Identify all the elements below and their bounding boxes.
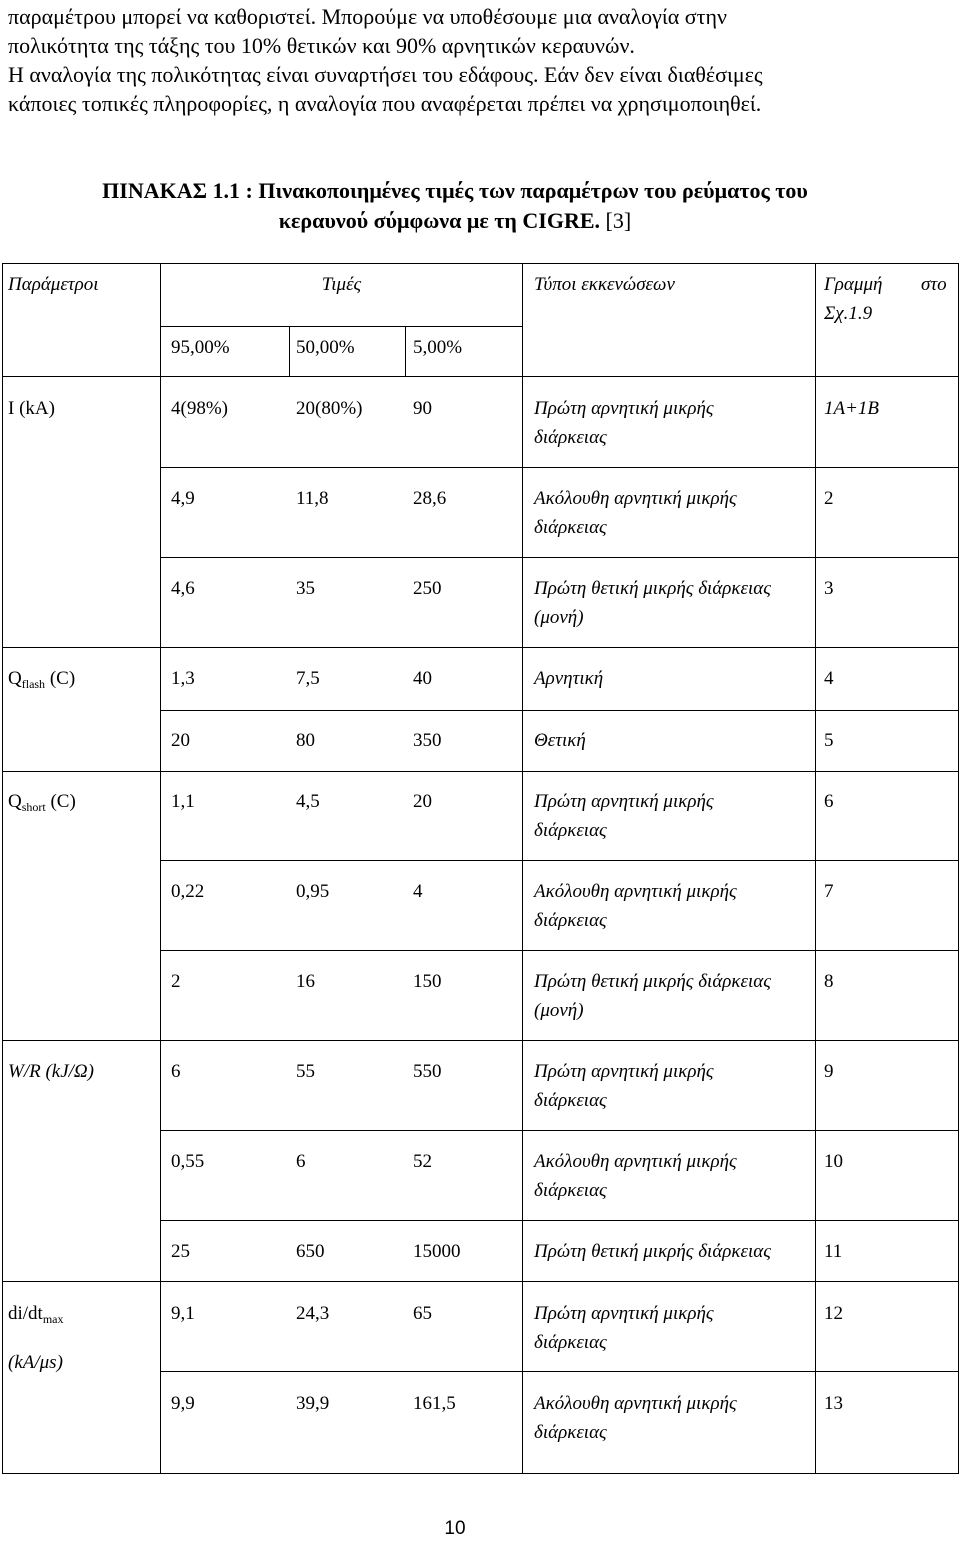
row-7-value-95: 2: [171, 971, 181, 992]
row-11-value-5: 65: [413, 1303, 432, 1324]
row-4-value-50: 80: [296, 730, 315, 751]
group-line-1: [2, 647, 959, 648]
param-didt-sub: max: [42, 1312, 64, 1326]
table-border-top: [2, 263, 959, 264]
col-sep-param: [160, 263, 161, 1474]
param-q-flash: [8, 664, 75, 695]
row-2-value-5: 250: [413, 578, 442, 599]
row-6-value-95: 0,22: [171, 881, 205, 902]
row-12-value-50: 39,9: [296, 1393, 330, 1414]
row-11-type-line-2: διάρκειας: [534, 1332, 607, 1353]
header-param: Παράμετροι: [8, 274, 99, 295]
table-border-bottom: [2, 1473, 959, 1474]
header-line-b: στο: [921, 274, 947, 295]
header-types: Τύποι εκκενώσεων: [534, 274, 675, 295]
row-12-value-5: 161,5: [413, 1393, 456, 1414]
row-6-figure-line: 7: [824, 881, 834, 902]
row-4-value-5: 350: [413, 730, 442, 751]
row-line-7: [160, 1220, 959, 1221]
param-didt-unit: (kA/μs): [8, 1352, 63, 1373]
row-1-type-line-2: διάρκειας: [534, 517, 607, 538]
row-line-3: [160, 710, 959, 711]
header-bottom-line: [2, 376, 959, 377]
row-7-type-line-1: Πρώτη θετική μικρής διάρκειας: [534, 971, 771, 992]
row-8-figure-line: 9: [824, 1061, 834, 1082]
row-6-value-50: 0,95: [296, 881, 330, 902]
caption-bold-text: κεραυνού σύμφωνα με τη CIGRE.: [278, 208, 601, 233]
header-sub-line: [160, 326, 523, 327]
row-2-type-line-2: (μονή): [534, 607, 584, 628]
col-sep-v1-v2: [289, 326, 290, 376]
intro-paragraph-2: [8, 60, 763, 118]
row-8-discharge-type: [534, 1057, 714, 1115]
row-10-value-95: 25: [171, 1241, 190, 1262]
row-5-type-line-1: Πρώτη αρνητική μικρής: [534, 791, 714, 812]
row-2-value-50: 35: [296, 578, 315, 599]
page-number: 10: [444, 1518, 466, 1539]
param-q-short-sub: short: [21, 800, 46, 814]
header-line-c: Σχ.1.9: [824, 303, 873, 324]
param-q-short-unit: (C): [45, 791, 76, 812]
table-caption-line-1: ΠΙΝΑΚΑΣ 1.1 : Πινακοποιημένες τιμές των παραμέτρων του ρεύματος του: [102, 178, 808, 203]
row-10-type-line-1: Πρώτη θετική μικρής διάρκειας: [534, 1241, 771, 1262]
row-line-5: [160, 950, 959, 951]
row-12-type-line-1: Ακόλουθη αρνητική μικρής: [534, 1393, 737, 1414]
group-line-4: [2, 1281, 959, 1282]
row-10-value-5: 15000: [413, 1241, 461, 1262]
param-current-label: I (kA): [8, 398, 55, 419]
row-5-figure-line: 6: [824, 791, 834, 812]
table-border-right: [958, 263, 959, 1474]
row-6-type-line-2: διάρκειας: [534, 910, 607, 931]
row-0-figure-line: 1A+1B: [824, 398, 880, 419]
row-9-type-line-2: διάρκειας: [534, 1180, 607, 1201]
row-10-value-50: 650: [296, 1241, 325, 1262]
row-2-value-95: 4,6: [171, 578, 195, 599]
row-6-value-5: 4: [413, 881, 423, 902]
group-line-3: [2, 1040, 959, 1041]
row-12-value-95: 9,9: [171, 1393, 195, 1414]
row-0-value-95: 4(98%): [171, 398, 228, 419]
row-3-value-95: 1,3: [171, 668, 195, 689]
intro-p1-line-1: παραμέτρου μπορεί να καθοριστεί. Μπορούμε να υποθέσουμε μια αναλογία στην: [8, 4, 727, 29]
row-5-value-95: 1,1: [171, 791, 195, 812]
row-2-discharge-type: [534, 574, 771, 632]
row-3-figure-line: 4: [824, 668, 834, 689]
row-0-type-line-2: διάρκειας: [534, 427, 607, 448]
col-sep-values: [522, 263, 523, 1474]
row-6-type-line-1: Ακόλουθη αρνητική μικρής: [534, 881, 737, 902]
row-11-figure-line: 12: [824, 1303, 843, 1324]
row-4-type-line-1: Θετική: [534, 730, 586, 751]
header-values: Τιμές: [321, 274, 362, 295]
param-wr: [8, 1057, 94, 1086]
row-5-value-50: 4,5: [296, 791, 320, 812]
row-line-1: [160, 467, 959, 468]
row-7-figure-line: 8: [824, 971, 834, 992]
row-11-type-line-1: Πρώτη αρνητική μικρής: [534, 1303, 714, 1324]
row-11-value-95: 9,1: [171, 1303, 195, 1324]
row-0-value-5: 90: [413, 398, 432, 419]
row-3-type-line-1: Αρνητική: [534, 668, 604, 689]
row-1-discharge-type: [534, 484, 737, 542]
row-1-value-95: 4,9: [171, 488, 195, 509]
row-9-value-5: 52: [413, 1151, 432, 1172]
header-percent-5: 5,00%: [413, 337, 463, 358]
row-5-value-5: 20: [413, 791, 432, 812]
param-q-flash-sub: flash: [21, 677, 46, 691]
col-sep-types: [815, 263, 816, 1474]
row-7-value-50: 16: [296, 971, 315, 992]
param-q-short: [8, 787, 76, 818]
row-10-figure-line: 11: [824, 1241, 843, 1262]
row-12-figure-line: 13: [824, 1393, 843, 1414]
row-11-value-50: 24,3: [296, 1303, 330, 1324]
row-8-value-5: 550: [413, 1061, 442, 1082]
row-8-type-line-1: Πρώτη αρνητική μικρής: [534, 1061, 714, 1082]
param-wr-label: W/R (kJ/Ω): [8, 1061, 95, 1082]
row-1-value-5: 28,6: [413, 488, 447, 509]
row-6-discharge-type: [534, 877, 737, 935]
row-0-value-50: 20(80%): [296, 398, 363, 419]
row-3-value-50: 7,5: [296, 668, 320, 689]
row-4-value-95: 20: [171, 730, 190, 751]
param-q-flash-unit: (C): [45, 668, 76, 689]
table-caption-line-2: [0, 206, 910, 236]
row-7-value-5: 150: [413, 971, 442, 992]
header-line-a: Γραμμή: [824, 274, 883, 295]
row-8-type-line-2: διάρκειας: [534, 1090, 607, 1111]
row-line-6: [160, 1130, 959, 1131]
row-line-2: [160, 557, 959, 558]
intro-p1-line-2: πολικότητα της τάξης του 10% θετικών και 90% αρνητικών κεραυνών.: [8, 33, 635, 58]
row-12-type-line-2: διάρκειας: [534, 1422, 607, 1443]
row-9-type-line-1: Ακόλουθη αρνητική μικρής: [534, 1151, 737, 1172]
row-9-value-50: 6: [296, 1151, 306, 1172]
row-1-value-50: 11,8: [296, 488, 329, 509]
row-line-4: [160, 860, 959, 861]
row-0-discharge-type: [534, 394, 714, 452]
group-line-2: [2, 771, 959, 772]
param-q-short-symbol: Q: [8, 791, 22, 812]
row-7-discharge-type: [534, 967, 771, 1025]
row-9-discharge-type: [534, 1147, 737, 1205]
row-9-value-95: 0,55: [171, 1151, 205, 1172]
row-3-discharge-type: [534, 664, 603, 693]
row-12-discharge-type: [534, 1389, 737, 1447]
intro-p2-line-1: Η αναλογία της πολικότητας είναι συναρτήσει του εδάφους. Εάν δεν είναι διαθέσιμες: [8, 62, 763, 87]
row-1-figure-line: 2: [824, 488, 834, 509]
row-10-discharge-type: [534, 1237, 771, 1266]
param-q-flash-symbol: Q: [8, 668, 22, 689]
row-2-figure-line: 3: [824, 578, 834, 599]
param-current: [8, 394, 55, 423]
row-0-type-line-1: Πρώτη αρνητική μικρής: [534, 398, 714, 419]
row-9-figure-line: 10: [824, 1151, 843, 1172]
row-7-type-line-2: (μονή): [534, 1000, 584, 1021]
row-line-8: [160, 1371, 959, 1372]
header-percent-50: 50,00%: [296, 337, 355, 358]
row-2-type-line-1: Πρώτη θετική μικρής διάρκειας: [534, 578, 771, 599]
col-sep-v2-v3: [405, 326, 406, 376]
row-3-value-5: 40: [413, 668, 432, 689]
row-1-type-line-1: Ακόλουθη αρνητική μικρής: [534, 488, 737, 509]
row-8-value-50: 55: [296, 1061, 315, 1082]
param-didt-symbol: di/dt: [8, 1303, 43, 1324]
row-4-discharge-type: [534, 726, 586, 755]
row-8-value-95: 6: [171, 1061, 181, 1082]
param-didt: [8, 1299, 64, 1330]
caption-reference: [3]: [600, 208, 632, 233]
row-4-figure-line: 5: [824, 730, 834, 751]
row-11-discharge-type: [534, 1299, 714, 1357]
intro-paragraph-1: [8, 2, 727, 60]
header-percent-95: 95,00%: [171, 337, 230, 358]
row-5-type-line-2: διάρκειας: [534, 820, 607, 841]
intro-p2-line-2: κάποιες τοπικές πληροφορίες, η αναλογία που αναφέρεται πρέπει να χρησιμοποιηθεί.: [8, 91, 762, 116]
row-5-discharge-type: [534, 787, 714, 845]
table-border-left: [2, 263, 3, 1474]
